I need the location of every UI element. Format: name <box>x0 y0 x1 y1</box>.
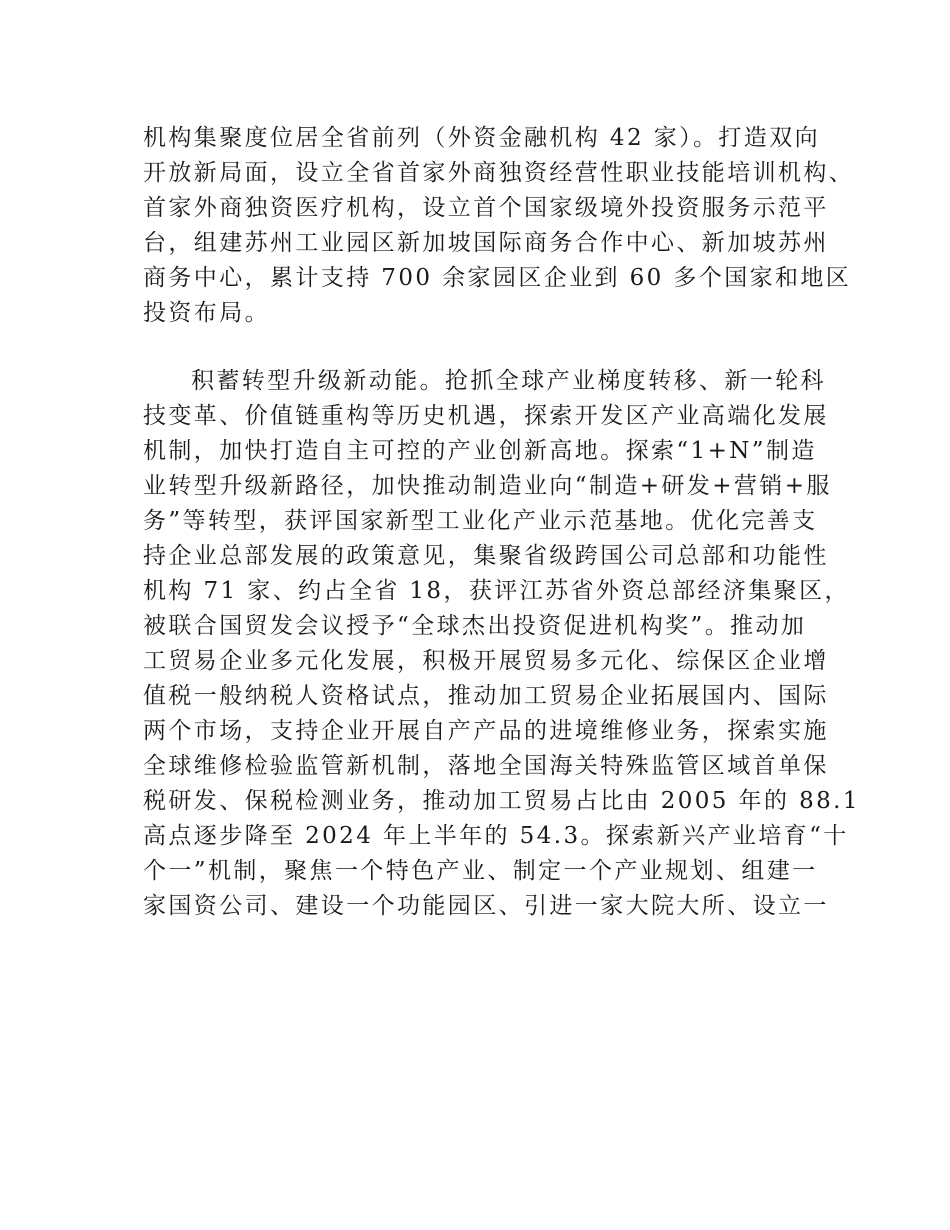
text-line: 商务中心，累计支持 700 余家园区企业到 60 多个国家和地区 <box>143 265 852 291</box>
text-line: 高点逐步降至 2024 年上半年的 54.3。探索新兴产业培育“十 <box>143 823 849 849</box>
text-line: 台，组建苏州工业园区新加坡国际商务合作中心、新加坡苏州 <box>143 230 829 256</box>
text-line: 机构 71 家、约占全省 18，获评江苏省外资总部经济集聚区， <box>143 578 850 604</box>
text-line: 技变革、价值链重构等历史机遇，探索开发区产业高端化发展 <box>143 403 829 429</box>
text-line: 投资布局。 <box>143 300 270 326</box>
text-line-first: 积蓄转型升级新动能。抢抓全球产业梯度转移、新一轮科 <box>191 368 826 394</box>
text-line: 机制，加快打造自主可控的产业创新高地。探索“1+N”制造 <box>143 438 817 464</box>
text-line: 家国资公司、建设一个功能园区、引进一家大院大所、设立一 <box>143 893 829 919</box>
text-line: 个一”机制，聚焦一个特色产业、制定一个产业规划、组建一 <box>143 858 818 884</box>
text-line: 持企业总部发展的政策意见，集聚省级跨国公司总部和功能性 <box>143 543 829 569</box>
paragraph-financial-opening <box>143 121 855 331</box>
text-line: 值税一般纳税人资格试点，推动加工贸易企业拓展国内、国际 <box>143 683 829 709</box>
text-line: 两个市场，支持企业开展自产产品的进境维修业务，探索实施 <box>143 718 829 744</box>
text-line: 机构集聚度位居全省前列（外资金融机构 42 家）。打造双向 <box>143 125 820 151</box>
text-line: 业转型升级新路径，加快推动制造业向“制造+研发+营销+服 <box>143 473 832 499</box>
paragraph-transformation-upgrade <box>143 364 860 924</box>
text-line: 税研发、保税检测业务，推动加工贸易占比由 2005 年的 88.1 <box>143 788 860 814</box>
text-line: 首家外商独资医疗机构，设立首个国家级境外投资服务示范平 <box>143 195 829 221</box>
text-line: 务”等转型，获评国家新型工业化产业示范基地。优化完善支 <box>143 508 818 534</box>
text-line: 开放新局面，设立全省首家外商独资经营性职业技能培训机构、 <box>143 160 855 186</box>
text-line: 全球维修检验监管新机制，落地全国海关特殊监管区域首单保 <box>143 753 829 779</box>
text-line: 被联合国贸发会议授予“全球杰出投资促进机构奖”。推动加 <box>143 613 807 639</box>
text-line: 工贸易企业多元化发展，积极开展贸易多元化、综保区企业增 <box>143 648 829 674</box>
